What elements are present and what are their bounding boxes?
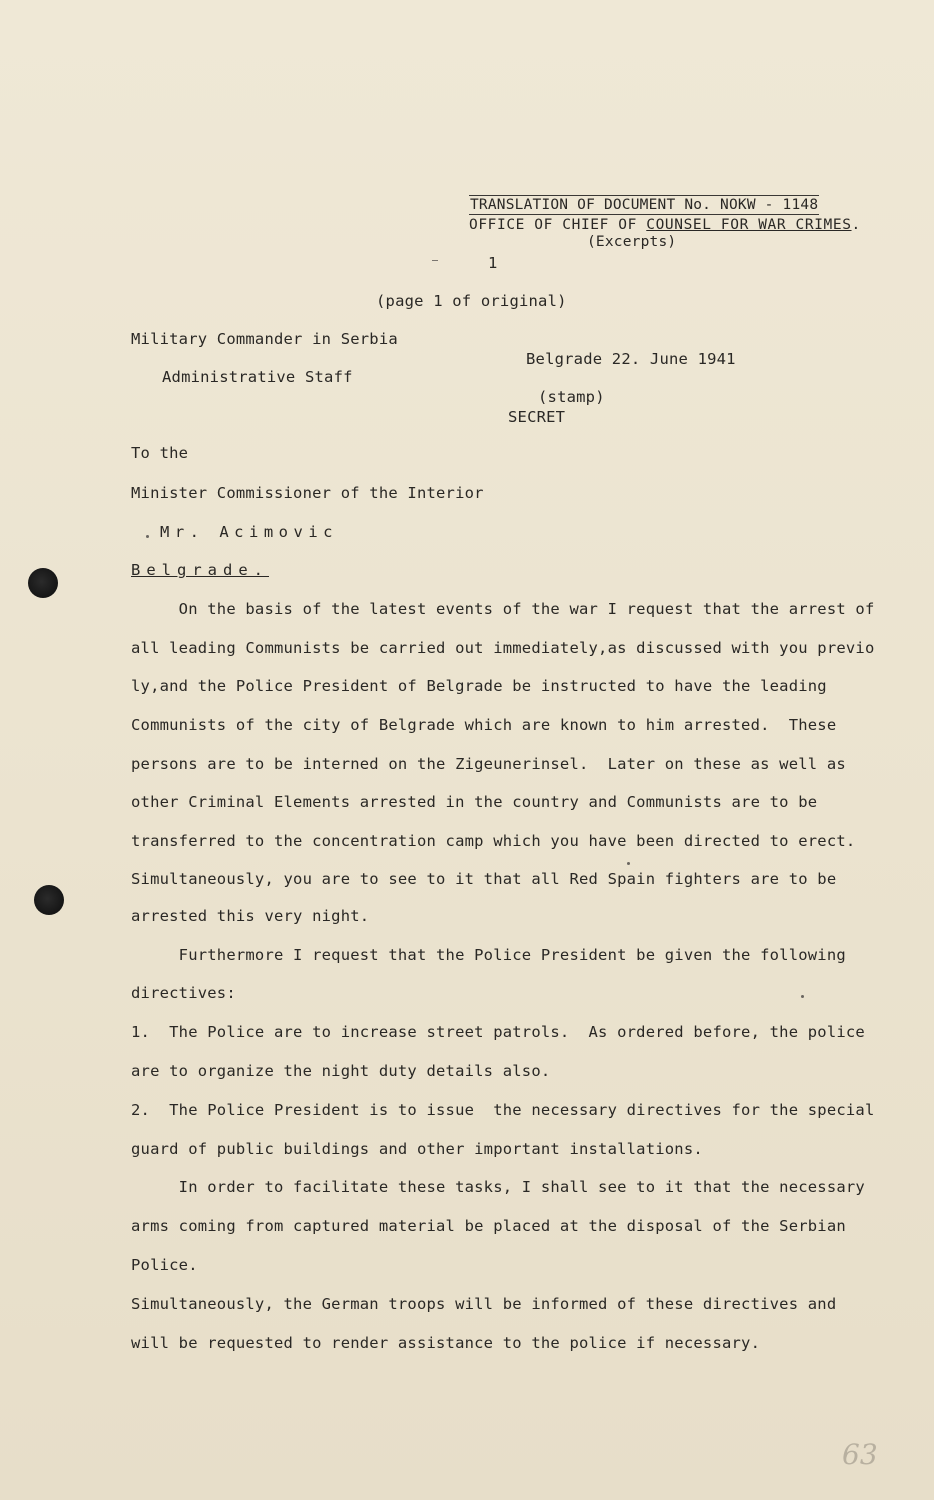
body-line: ly,and the Police President of Belgrade be instructed to have the leading — [131, 677, 827, 695]
body-line: Furthermore I request that the Police President be given the following — [131, 946, 846, 964]
page-number: 1 — [488, 254, 498, 272]
dash-mark — [432, 260, 438, 261]
page-of-original: (page 1 of original) — [376, 292, 567, 310]
ink-speck — [146, 535, 149, 538]
punch-hole-icon — [28, 568, 58, 598]
office-header — [469, 216, 861, 234]
recipient-line-2: Minister Commissioner of the Interior — [131, 484, 484, 502]
recipient-line-1: To the — [131, 444, 189, 462]
punch-hole-icon — [34, 885, 64, 915]
translation-header: TRANSLATION OF DOCUMENT No. NOKW - 1148 — [470, 197, 819, 213]
body-line: arrested this very night. — [131, 907, 370, 925]
body-line: 2. The Police President is to issue the necessary directives for the special — [131, 1101, 875, 1119]
body-line: transferred to the concentration camp which you have been directed to erect. — [131, 832, 856, 850]
ink-speck — [801, 995, 804, 998]
body-line: will be requested to render assistance to the police if necessary. — [131, 1334, 761, 1352]
date-line: Belgrade 22. June 1941 — [526, 350, 736, 368]
body-line: are to organize the night duty details also. — [131, 1062, 551, 1080]
body-line: Simultaneously, the German troops will be informed of these directives and — [131, 1295, 837, 1313]
body-line: Police. — [131, 1256, 198, 1274]
body-line: arms coming from captured material be placed at the disposal of the Serbian — [131, 1217, 846, 1235]
body-line: all leading Communists be carried out immediately,as discussed with you previo — [131, 639, 875, 657]
sender-line-1: Military Commander in Serbia — [131, 330, 398, 348]
body-line: Communists of the city of Belgrade which are known to him arrested. These — [131, 716, 837, 734]
stamp-label: (stamp) — [538, 388, 605, 406]
body-line: In order to facilitate these tasks, I shall see to it that the necessary — [131, 1178, 865, 1196]
ink-speck — [627, 862, 630, 865]
office-header-prefix: OFFICE OF CHIEF OF — [469, 217, 647, 233]
body-line: other Criminal Elements arrested in the country and Communists are to be — [131, 793, 818, 811]
body-line: 1. The Police are to increase street patrols. As ordered before, the police — [131, 1023, 865, 1041]
classification-label: SECRET — [508, 408, 566, 426]
recipient-line-3: Mr. Acimovic — [160, 523, 338, 541]
excerpts-label: (Excerpts) — [587, 234, 677, 250]
body-line: directives: — [131, 984, 236, 1002]
sender-line-2: Administrative Staff — [162, 368, 353, 386]
folio-mark: 63 — [842, 1438, 878, 1471]
body-line: guard of public buildings and other important installations. — [131, 1140, 703, 1158]
recipient-line-4: Belgrade. — [131, 561, 269, 579]
body-line: Simultaneously, you are to see to it that all Red Spain fighters are to be — [131, 870, 837, 888]
body-line: persons are to be interned on the Zigeunerinsel. Later on these as well as — [131, 755, 846, 773]
body-line: On the basis of the latest events of the war I request that the arrest of — [131, 600, 875, 618]
office-header-suffix: . — [851, 217, 861, 233]
office-header-underlined: COUNSEL FOR WAR CRIMES — [646, 217, 852, 233]
